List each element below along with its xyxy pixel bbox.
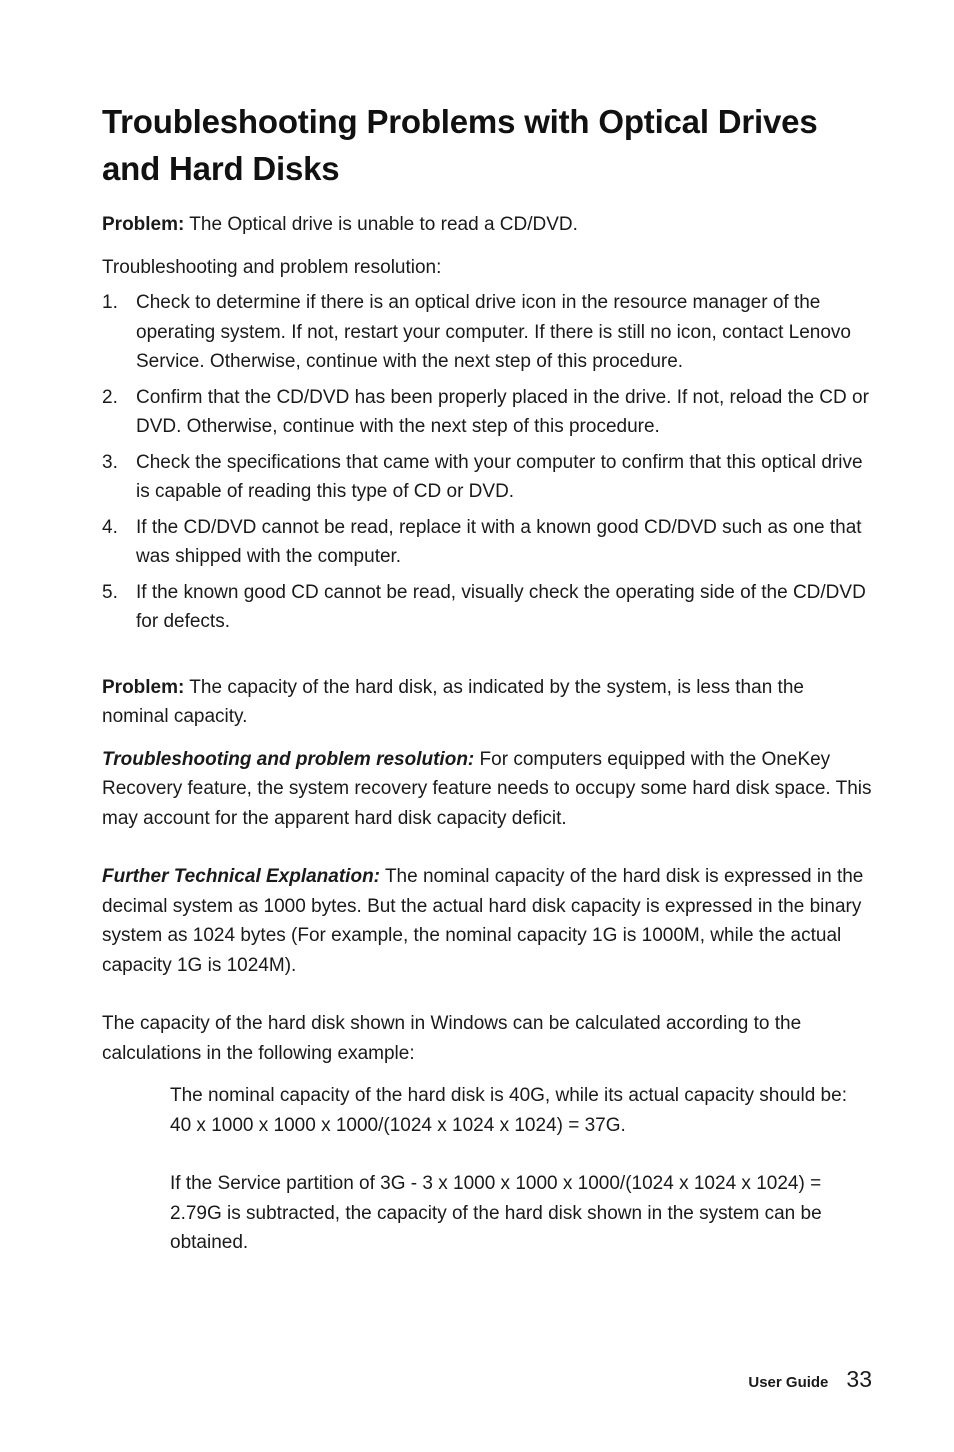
example-service-partition: If the Service partition of 3G - 3 x 1000 x 1000 x 1000/(1024 x 1024 x 1024) = 2.79G is subtracted, the capacity of the hard disk shown in the system can be obtained. xyxy=(170,1173,822,1253)
example-nominal-capacity: The nominal capacity of the hard disk is 40G, while its actual capacity should be: 40 x 1000 x 1000 x 1000/(1024 x 1024 x 1024) = 37G. xyxy=(170,1085,847,1136)
problem-hard-disk xyxy=(102,673,872,732)
further-explanation xyxy=(102,862,872,980)
further-label: Further Technical Explanation: xyxy=(102,866,381,887)
problem-label: Problem: xyxy=(102,676,185,698)
resolution-steps xyxy=(102,288,872,637)
step-number: 2. xyxy=(102,386,118,408)
problem-label: Problem: xyxy=(102,214,185,235)
further-text: The nominal capacity of the hard disk is expressed in the decimal system as 1000 bytes. But the actual hard disk capacity is expressed in the binary system as 1024 bytes (For example, the nominal capacity 1G is 1000M, while the actual capacity 1G is 1024M). xyxy=(102,866,864,976)
footer-label: User Guide xyxy=(748,1374,829,1391)
step-text: Check to determine if there is an optical drive icon in the resource manager of the operating system. If not, restart your computer. If there is still no icon, contact Lenovo Service. Otherwise, continue with the next step of this procedure. xyxy=(136,292,851,372)
list-item xyxy=(102,513,872,572)
problem-text: The capacity of the hard disk, as indicated by the system, is less than the nominal capacity. xyxy=(102,676,804,727)
resolution-paragraph xyxy=(102,745,872,834)
page-number: 33 xyxy=(846,1366,872,1392)
resolution-heading xyxy=(102,253,872,283)
step-text: If the CD/DVD cannot be read, replace it with a known good CD/DVD such as one that was shipped with the computer. xyxy=(136,516,862,567)
resolution-label: Troubleshooting and problem resolution: xyxy=(102,748,475,770)
list-item xyxy=(102,288,872,377)
problem-text: The Optical drive is unable to read a CD/DVD. xyxy=(184,214,578,235)
problem-optical-drive xyxy=(102,210,872,240)
resolution-text: For computers equipped with the OneKey Recovery feature, the system recovery feature needs to occupy some hard disk space. This may account for the apparent hard disk capacity deficit. xyxy=(102,748,872,829)
page-title: Troubleshooting Problems with Optical Drives and Hard Disks xyxy=(102,103,818,187)
calculation-intro: The capacity of the hard disk shown in Windows can be calculated according to the calculations in the following example: xyxy=(102,1013,802,1064)
list-item xyxy=(102,383,872,442)
resolution-heading-text: Troubleshooting and problem resolution: xyxy=(102,256,442,278)
list-item xyxy=(102,448,872,507)
step-number: 1. xyxy=(102,292,118,313)
step-text: Check the specifications that came with your computer to confirm that this optical drive is capable of reading this type of CD or DVD. xyxy=(136,451,863,502)
step-number: 5. xyxy=(102,581,118,603)
step-number: 3. xyxy=(102,451,118,473)
step-text: If the known good CD cannot be read, visually check the operating side of the CD/DVD for defects. xyxy=(136,581,866,632)
page-footer xyxy=(748,1366,872,1393)
step-text: Confirm that the CD/DVD has been properly placed in the drive. If not, reload the CD or DVD. Otherwise, continue with the next step of this procedure. xyxy=(136,386,869,437)
list-item xyxy=(102,578,872,637)
step-number: 4. xyxy=(102,516,118,538)
document-page xyxy=(102,98,872,1258)
